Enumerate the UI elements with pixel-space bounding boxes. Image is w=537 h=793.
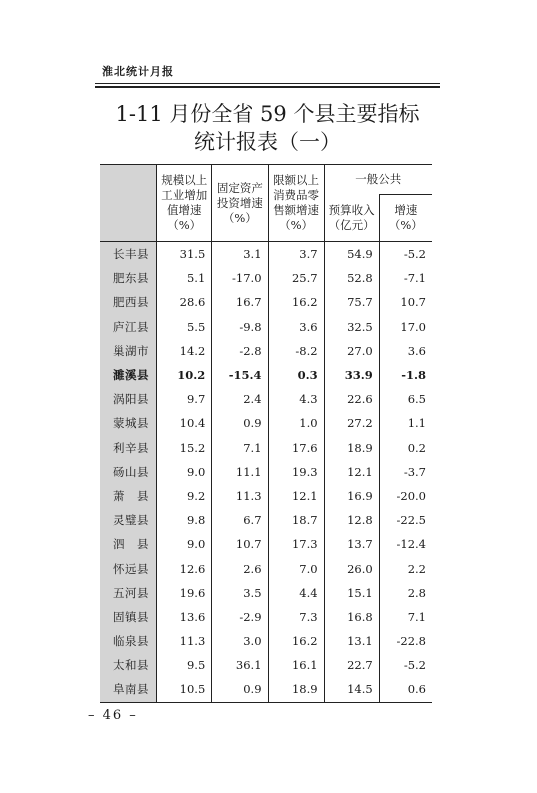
investment-value: 16.7 (212, 290, 268, 314)
retail-value: 17.6 (268, 436, 324, 460)
county-name: 肥西县 (100, 290, 157, 314)
header-growth-line-2: （%） (388, 218, 423, 232)
header-retail-line-4: （%） (279, 218, 314, 232)
retail-value: 7.3 (268, 605, 324, 629)
table-row-highlighted (100, 363, 432, 387)
retail-value: -8.2 (268, 339, 324, 363)
table-row (100, 315, 432, 339)
industry-value: 19.6 (157, 581, 212, 605)
table-row (100, 460, 432, 484)
header-budget-line-1: 一般公共 (355, 172, 402, 186)
investment-value: -9.8 (212, 315, 268, 339)
header-investment-line-2: 投资增速 (216, 195, 263, 210)
header-investment-line-3: （%） (222, 210, 257, 225)
investment-value: 3.1 (212, 242, 268, 267)
investment-value: 7.1 (212, 436, 268, 460)
header-corner-cell (100, 165, 157, 242)
county-name: 长丰县 (100, 242, 157, 267)
growth-value: 0.2 (379, 436, 432, 460)
investment-value: 11.3 (212, 484, 268, 508)
investment-value: 6.7 (212, 508, 268, 532)
retail-value: 3.7 (268, 242, 324, 267)
investment-value: 0.9 (212, 411, 268, 435)
budget-value: 14.5 (324, 677, 379, 702)
investment-value: 10.7 (212, 532, 268, 556)
investment-value: 11.1 (212, 460, 268, 484)
page-title-line-1: 1-11 月份全省 59 个县主要指标 (115, 102, 420, 126)
header-retail-line-1: 限额以上 (273, 173, 320, 187)
county-name: 利辛县 (100, 436, 157, 460)
investment-value: 3.0 (212, 629, 268, 653)
retail-value: 0.3 (268, 363, 324, 387)
growth-value: -7.1 (379, 266, 432, 290)
investment-value: -15.4 (212, 363, 268, 387)
growth-value: -22.8 (379, 629, 432, 653)
investment-value: 2.6 (212, 556, 268, 580)
industry-value: 9.0 (157, 532, 212, 556)
industry-value: 9.5 (157, 653, 212, 677)
header-investment-growth (212, 165, 268, 242)
retail-value: 16.2 (268, 629, 324, 653)
header-industry-line-3: 值增速 (166, 203, 202, 217)
table-row (100, 411, 432, 435)
growth-value: -22.5 (379, 508, 432, 532)
investment-value: -2.8 (212, 339, 268, 363)
county-name: 萧 县 (100, 484, 157, 508)
investment-value: -17.0 (212, 266, 268, 290)
retail-value: 12.1 (268, 484, 324, 508)
header-budget-line-3: （亿元） (328, 217, 375, 232)
industry-value: 9.8 (157, 508, 212, 532)
industry-value: 14.2 (157, 339, 212, 363)
budget-value: 13.1 (324, 629, 379, 653)
county-name: 太和县 (100, 653, 157, 677)
page-number: – 46 – (88, 708, 138, 723)
county-name: 肥东县 (100, 266, 157, 290)
table-row (100, 484, 432, 508)
table-row (100, 242, 432, 267)
budget-value: 18.9 (324, 436, 379, 460)
industry-value: 10.4 (157, 411, 212, 435)
retail-value: 19.3 (268, 460, 324, 484)
county-statistics-table (100, 164, 432, 703)
investment-value: 36.1 (212, 653, 268, 677)
header-retail-line-2: 消费品零 (273, 188, 320, 202)
budget-value: 13.7 (324, 532, 379, 556)
budget-value: 22.6 (324, 387, 379, 411)
county-name: 庐江县 (100, 315, 157, 339)
industry-value: 9.7 (157, 387, 212, 411)
retail-value: 4.3 (268, 387, 324, 411)
table-row (100, 605, 432, 629)
header-retail-growth (268, 165, 324, 242)
budget-value: 33.9 (324, 363, 379, 387)
budget-value: 32.5 (324, 315, 379, 339)
county-name: 巢湖市 (100, 339, 157, 363)
budget-value: 54.9 (324, 242, 379, 267)
industry-value: 9.0 (157, 460, 212, 484)
growth-value: -1.8 (379, 363, 432, 387)
table-row (100, 436, 432, 460)
industry-value: 5.5 (157, 315, 212, 339)
table-row (100, 556, 432, 580)
growth-value: -5.2 (379, 242, 432, 267)
county-name: 濉溪县 (100, 363, 157, 387)
retail-value: 16.2 (268, 290, 324, 314)
header-industry-growth (157, 165, 212, 242)
budget-value: 75.7 (324, 290, 379, 314)
header-rule (95, 83, 440, 84)
retail-value: 25.7 (268, 266, 324, 290)
industry-value: 11.3 (157, 629, 212, 653)
header-retail-line-3: 售额增速 (273, 203, 320, 217)
budget-value: 12.1 (324, 460, 379, 484)
investment-value: 3.5 (212, 581, 268, 605)
running-head: 淮北统计月报 (102, 65, 174, 78)
budget-value: 52.8 (324, 266, 379, 290)
county-name: 砀山县 (100, 460, 157, 484)
header-industry-line-1: 规模以上 (161, 173, 208, 187)
table-row (100, 677, 432, 702)
header-rule-thick (95, 86, 440, 88)
growth-value: 2.2 (379, 556, 432, 580)
header-budget-revenue (324, 165, 432, 195)
industry-value: 13.6 (157, 605, 212, 629)
budget-value: 16.9 (324, 484, 379, 508)
industry-value: 28.6 (157, 290, 212, 314)
investment-value: 2.4 (212, 387, 268, 411)
county-name: 固镇县 (100, 605, 157, 629)
retail-value: 4.4 (268, 581, 324, 605)
county-name: 灵璧县 (100, 508, 157, 532)
growth-value: 6.5 (379, 387, 432, 411)
growth-value: 3.6 (379, 339, 432, 363)
industry-value: 10.5 (157, 677, 212, 702)
budget-value: 27.0 (324, 339, 379, 363)
header-growth-line-1: 增速 (394, 203, 418, 217)
industry-value: 31.5 (157, 242, 212, 267)
growth-value: 2.8 (379, 581, 432, 605)
retail-value: 1.0 (268, 411, 324, 435)
table-row (100, 266, 432, 290)
table-row (100, 532, 432, 556)
table-row (100, 387, 432, 411)
table-row (100, 508, 432, 532)
growth-value: -12.4 (379, 532, 432, 556)
budget-value: 26.0 (324, 556, 379, 580)
growth-value: -3.7 (379, 460, 432, 484)
industry-value: 9.2 (157, 484, 212, 508)
retail-value: 16.1 (268, 653, 324, 677)
header-budget-growth (379, 195, 432, 242)
growth-value: 10.7 (379, 290, 432, 314)
investment-value: -2.9 (212, 605, 268, 629)
growth-value: 0.6 (379, 677, 432, 702)
growth-value: 17.0 (379, 315, 432, 339)
industry-value: 5.1 (157, 266, 212, 290)
table-row (100, 629, 432, 653)
county-name: 泗 县 (100, 532, 157, 556)
header-budget-amount (324, 195, 379, 242)
retail-value: 18.7 (268, 508, 324, 532)
industry-value: 12.6 (157, 556, 212, 580)
retail-value: 17.3 (268, 532, 324, 556)
retail-value: 18.9 (268, 677, 324, 702)
growth-value: 1.1 (379, 411, 432, 435)
table-row (100, 581, 432, 605)
budget-value: 12.8 (324, 508, 379, 532)
header-budget-line-2: 预算收入 (328, 202, 375, 217)
industry-value: 15.2 (157, 436, 212, 460)
growth-value: -20.0 (379, 484, 432, 508)
budget-value: 22.7 (324, 653, 379, 677)
table-row (100, 653, 432, 677)
table-row (100, 339, 432, 363)
retail-value: 7.0 (268, 556, 324, 580)
county-name: 涡阳县 (100, 387, 157, 411)
header-industry-line-2: 工业增加 (161, 188, 208, 202)
header-investment-line-1: 固定资产 (216, 180, 263, 195)
header-industry-line-4: （%） (167, 218, 202, 232)
county-name: 蒙城县 (100, 411, 157, 435)
investment-value: 0.9 (212, 677, 268, 702)
budget-value: 16.8 (324, 605, 379, 629)
industry-value: 10.2 (157, 363, 212, 387)
budget-value: 27.2 (324, 411, 379, 435)
county-name: 五河县 (100, 581, 157, 605)
budget-value: 15.1 (324, 581, 379, 605)
page-title-line-2: 统计报表（一） (194, 130, 341, 154)
retail-value: 3.6 (268, 315, 324, 339)
growth-value: -5.2 (379, 653, 432, 677)
county-name: 临泉县 (100, 629, 157, 653)
county-name: 怀远县 (100, 556, 157, 580)
growth-value: 7.1 (379, 605, 432, 629)
county-name: 阜南县 (100, 677, 157, 702)
table-row (100, 290, 432, 314)
